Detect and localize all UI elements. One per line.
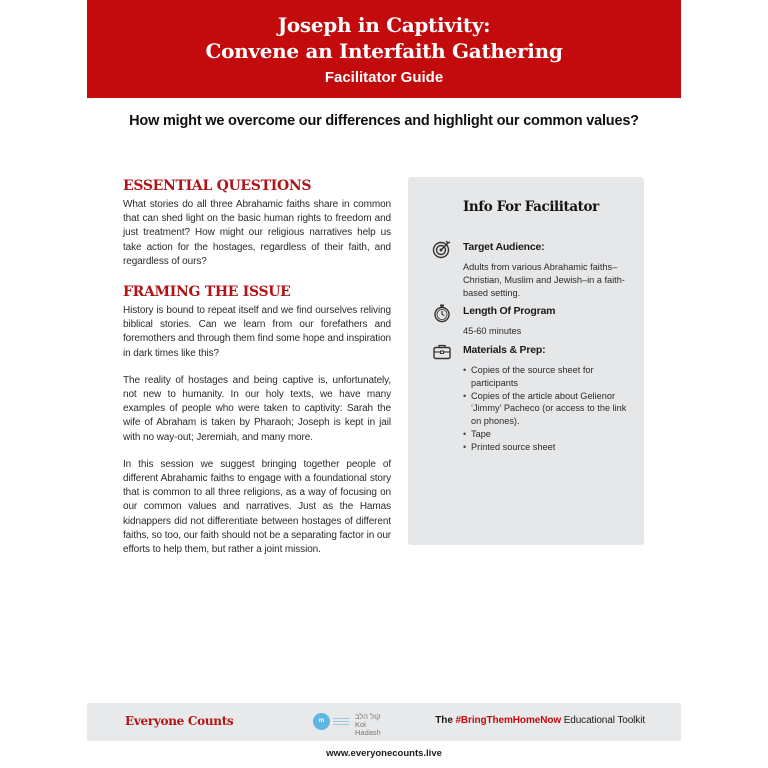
materials-list-item: • Printed source sheet xyxy=(463,441,633,454)
footer-bar xyxy=(87,703,681,741)
length-label: Length Of Program xyxy=(463,305,556,317)
briefcase-icon xyxy=(432,342,452,362)
guiding-question: How might we overcome our differences and highlight our common values? xyxy=(129,113,639,129)
materials-list-item: • Tape xyxy=(463,428,633,441)
target-icon xyxy=(432,239,452,259)
title-line-2: Convene an Interfaith Gathering xyxy=(205,39,563,63)
kol-logo: קול הלב Kol Hadash xyxy=(355,712,381,737)
target-audience-text: Adults from various Abrahamic faiths–Christian, Muslim and Jewish–in a faith-based setting. xyxy=(463,262,625,298)
materials-list-item: • Copies of the article about Gelienor ‘Jimmy’ Pacheco (or access to the link on phones). xyxy=(463,390,633,428)
website-url[interactable]: www.everyonecounts.live xyxy=(326,748,442,759)
framing-issue-heading: FRAMING THE ISSUE xyxy=(123,284,291,301)
target-audience-label: Target Audience: xyxy=(463,241,545,253)
partner-logo-lines xyxy=(333,718,349,727)
main-column xyxy=(123,177,391,557)
toolkit-label: The #BringThemHomeNow Educational Toolkit xyxy=(435,715,645,726)
facilitator-info-box xyxy=(408,177,644,545)
framing-paragraph-1: History is bound to repeat itself and we find ourselves reliving biblical stories. Can we learn from our forefathers and foremothers and through them find some hope and inspiration in dark times like this? xyxy=(123,305,391,359)
framing-paragraph-3: In this session we suggest bringing together people of different Abrahamic faiths to engage with a foundational story that is common to all three religions, as a way of focusing on our common values and narratives. Just as the Hamas kidnappers did not differentiate between hostages of different faiths, so too, our faith should not be a separating factor in our efforts to help them, but rather a joint mission. xyxy=(123,458,392,556)
materials-list xyxy=(463,364,633,454)
brand-name: Everyone Counts xyxy=(125,714,234,728)
essential-questions-body: What stories do all three Abrahamic faiths share in common that can shed light on the basic human rights to freedom and just treatment? How might our religious narratives help us take action for the hostages, regardless of their faith, and regardless of ours? xyxy=(123,199,391,267)
partner-logos xyxy=(313,711,393,737)
materials-list-item: • Copies of the source sheet for participants xyxy=(463,364,633,390)
info-box-title: Info For Facilitator xyxy=(463,199,599,215)
essential-questions-heading: ESSENTIAL QUESTIONS xyxy=(123,178,312,194)
hashtag: #BringThemHomeNow xyxy=(455,715,562,726)
subtitle: Facilitator Guide xyxy=(324,69,444,86)
length-text: 45-60 minutes xyxy=(463,326,522,336)
header-banner xyxy=(87,0,681,98)
title-line-1: Joseph in Captivity: xyxy=(277,13,491,37)
partner-logo-circle: m xyxy=(313,713,330,730)
framing-paragraph-2: The reality of hostages and being captive is, unfortunately, not new to humanity. In our holy texts, we have many examples of people who were taken to captivity: Sarah the wife of Abraham is taken by Pharaoh; Joseph is kept in jail with no way-out; Jeremiah, and many more. xyxy=(123,374,391,443)
materials-label: Materials & Prep: xyxy=(463,344,546,356)
stopwatch-icon xyxy=(432,303,452,323)
